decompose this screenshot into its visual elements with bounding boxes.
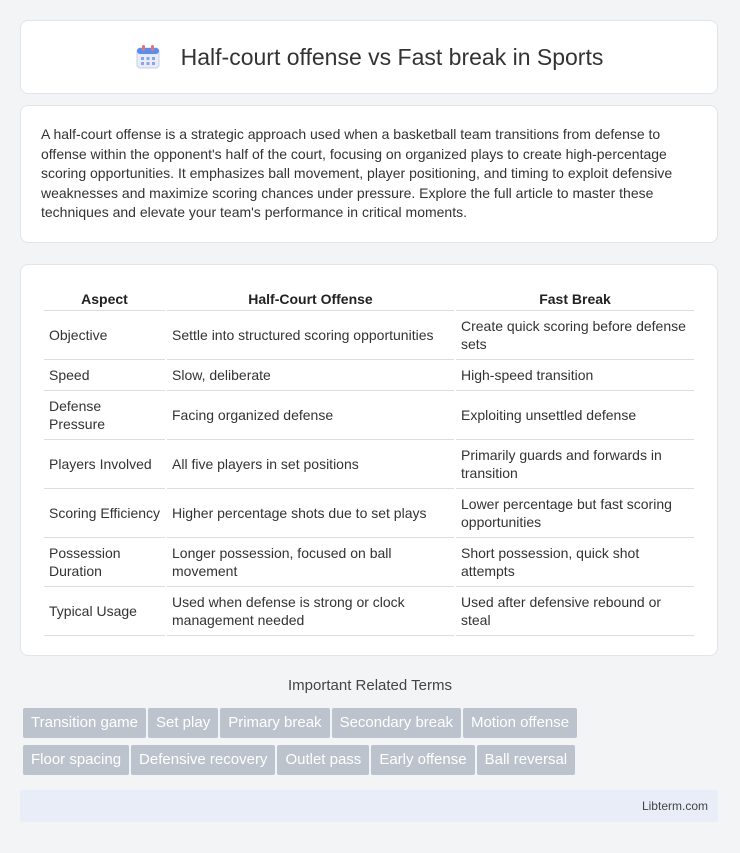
table-row [44, 391, 694, 440]
cell-aspect: Objective [44, 311, 165, 360]
cell-fast-break: Create quick scoring before defense sets [456, 311, 694, 360]
tag-transition-game[interactable]: Transition game [23, 708, 146, 738]
cell-fast-break: Primarily guards and forwards in transition [456, 440, 694, 489]
table-header-row [44, 285, 694, 311]
title-card [20, 20, 718, 94]
calendar-icon [135, 44, 161, 70]
comparison-table [42, 285, 696, 636]
table-row [44, 587, 694, 636]
related-terms-title: Important Related Terms [288, 677, 452, 694]
table-row [44, 440, 694, 489]
tag-outlet-pass[interactable]: Outlet pass [277, 745, 369, 775]
intro-card [20, 105, 718, 243]
page-title: Half-court offense vs Fast break in Sports [180, 43, 604, 70]
cell-half-court: Longer possession, focused on ball movement [167, 538, 454, 587]
cell-half-court: Slow, deliberate [167, 360, 454, 391]
cell-fast-break: Exploiting unsettled defense [456, 391, 694, 440]
tag-ball-reversal[interactable]: Ball reversal [477, 745, 576, 775]
header-half-court: Half-Court Offense [167, 285, 454, 311]
tag-motion-offense[interactable]: Motion offense [463, 708, 577, 738]
cell-half-court: All five players in set positions [167, 440, 454, 489]
cell-half-court: Used when defense is strong or clock management needed [167, 587, 454, 636]
header-fast-break: Fast Break [456, 285, 694, 311]
cell-aspect: Speed [44, 360, 165, 391]
cell-aspect: Defense Pressure [44, 391, 165, 440]
intro-text: A half-court offense is a strategic approach used when a basketball team transitions from defense to offense within the opponent's half of the court, focusing on organized plays to create high-percentage scoring opportunities. It emphasizes ball movement, player positioning, and timing to exploit defensive weaknesses and maximize scoring chances under pressure. Explore the full article to master these techniques and elevate your team's performance in critical moments. [41, 126, 673, 220]
tag-secondary-break[interactable]: Secondary break [332, 708, 461, 738]
cell-fast-break: High-speed transition [456, 360, 694, 391]
tag-defensive-recovery[interactable]: Defensive recovery [131, 745, 275, 775]
cell-fast-break: Short possession, quick shot attempts [456, 538, 694, 587]
table-row [44, 538, 694, 587]
related-terms-list [23, 708, 723, 782]
cell-half-court: Facing organized defense [167, 391, 454, 440]
tag-set-play[interactable]: Set play [148, 708, 218, 738]
table-row [44, 489, 694, 538]
footer-brand[interactable]: Libterm.com [641, 799, 708, 813]
table-row [44, 311, 694, 360]
header-aspect: Aspect [44, 285, 165, 311]
tag-early-offense[interactable]: Early offense [371, 745, 474, 775]
cell-half-court: Settle into structured scoring opportunities [167, 311, 454, 360]
comparison-card [20, 264, 718, 656]
cell-half-court: Higher percentage shots due to set plays [167, 489, 454, 538]
cell-aspect: Possession Duration [44, 538, 165, 587]
cell-aspect: Players Involved [44, 440, 165, 489]
tag-floor-spacing[interactable]: Floor spacing [23, 745, 129, 775]
cell-aspect: Typical Usage [44, 587, 165, 636]
cell-fast-break: Lower percentage but fast scoring opportunities [456, 489, 694, 538]
cell-fast-break: Used after defensive rebound or steal [456, 587, 694, 636]
footer [20, 790, 718, 822]
table-row [44, 360, 694, 391]
tag-primary-break[interactable]: Primary break [220, 708, 329, 738]
cell-aspect: Scoring Efficiency [44, 489, 165, 538]
